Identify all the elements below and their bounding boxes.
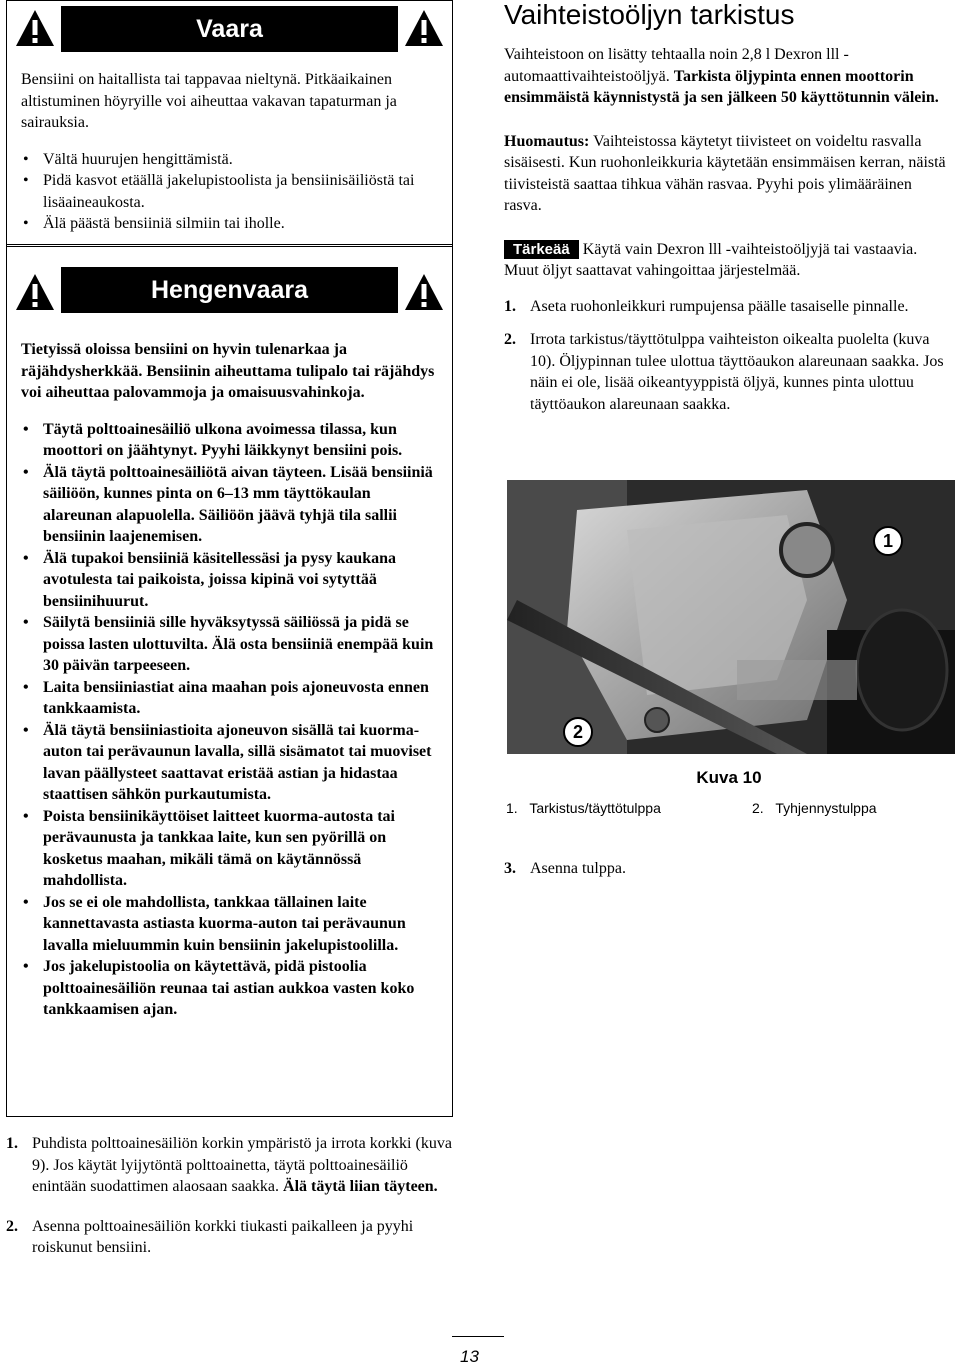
callout-2: 2 <box>563 717 593 747</box>
oil-steps <box>504 296 952 416</box>
warning-sentence: Tietyissä oloissa bensiini on hyvin tulenarkaa ja räjähdysherkkää. <box>21 341 347 380</box>
warning-header <box>7 1 452 57</box>
important-label: Tärkeää <box>504 240 579 259</box>
warning-bullet: • Vältä huurujen hengittämistä. <box>21 149 438 171</box>
step-text: Asenna polttoainesäiliön korkki tiukasti paikalleen ja pyyhi roiskunut bensiini. <box>32 1217 414 1256</box>
warning-bullet: • Älä täytä polttoainesäiliötä aivan täyteen. Lisää bensiiniä säiliöön, kunnes pinta on 6–13 mm täyttökaulan alareunan alapuolella. Säiliöön jäävä tyhjä tila sallii bensiinin laajenemisen. <box>21 462 438 548</box>
warning-sentence: Bensiinin aiheuttama tulipalo tai räjähdys voi aiheuttaa palovammoja ja omaisuusvahinkoja. <box>21 362 435 401</box>
intro-emphasis: Tarkista öljypinta ennen moottorin ensimmäistä käynnistystä ja sen jälkeen 50 käyttötunnin välein. <box>504 67 939 106</box>
right-column <box>504 0 952 427</box>
legend-number: 1. <box>506 800 518 816</box>
note-text: Vaihteistossa käytetyt tiivisteet on voideltu rasvalla sisäisesti. Kun ruohonleikkuria käytetään ensimmäisen kerran, näistä tiivisteistä saattaa tihkua vähän rasvaa. Pyyhi pois ylimääräinen rasva. <box>504 132 946 214</box>
warning-triangle-icon <box>404 9 444 47</box>
step-number: 2. <box>504 331 516 348</box>
warning-body <box>7 57 452 235</box>
page-rule <box>452 1336 504 1337</box>
legend-text: Tyhjennystulppa <box>775 800 877 816</box>
warning-bullet: • Jos jakelupistoolia on käytettävä, pidä pistoolia polttoainesäiliön reunaa tai astian aukkoa vasten koko tankkaamisen ajan. <box>21 956 438 1021</box>
note-paragraph <box>504 131 952 217</box>
step-text: Puhdista polttoainesäiliön korkin ympäristö ja irrota korkki (kuva 9). Jos käytät lyijytöntä polttoainetta, täytä polttoainesäiliö enintään suodattimen alaosaan saakka. <box>32 1135 452 1195</box>
figure-photo <box>507 480 955 754</box>
warning-title: Vaara <box>196 15 263 43</box>
step-number: 1. <box>504 297 516 315</box>
warning-box-hengenvaara <box>6 244 453 1117</box>
warning-bullet: • Älä tupakoi bensiiniä käsitellessäsi ja pysy kaukana avotulesta tai paikoista, joissa kipinä voi sytyttää bensiinihuurut. <box>21 548 438 613</box>
callout-1: 1 <box>873 526 903 556</box>
warning-bullet: • Pidä kasvot etäällä jakelupistoolista ja bensiinisäiliöstä tai lisäaineaukosta. <box>21 170 438 213</box>
warning-box-vaara <box>6 0 453 247</box>
step-text: Asenna tulppa. <box>530 860 626 877</box>
note-label: Huomautus: <box>504 132 590 150</box>
warning-body <box>7 325 452 1021</box>
warning-triangle-icon <box>404 273 444 311</box>
transmission-photo-illustration <box>507 480 955 754</box>
warning-paragraph: Bensiini on haitallista tai tappavaa nieltynä. Pitkäaikainen altistuminen höyryille voi aiheuttaa vakavan tapaturman ja sairauksia. <box>21 71 397 131</box>
step-item <box>6 1133 453 1198</box>
warning-bullet: • Älä täytä bensiiniastioita ajoneuvon sisällä tai kuorma-auton tai perävaunun lavalla, sillä sisämatot tai muoviset lavan päällysteet saattavat eristää astian ja hidastaa staattisen sähkön purkautumista. <box>21 720 438 806</box>
step-emphasis: Älä täytä liian täyteen. <box>283 1178 438 1195</box>
warning-bullet: • Jos se ei ole mahdollista, tankkaa tällainen laite kannettavasta astiasta kuorma-auton tai perävaunun lavalla mieluummin kuin bensiinin jakelupistoolilla. <box>21 892 438 957</box>
figure-caption: Kuva 10 <box>696 768 762 787</box>
step-text: Aseta ruohonleikkuri rumpujensa päälle tasaiselle pinnalle. <box>530 297 909 315</box>
step-number: 1. <box>6 1135 18 1152</box>
page-number: 13 <box>460 1347 479 1366</box>
warning-bullet: • Älä päästä bensiiniä silmiin tai iholle. <box>21 213 438 235</box>
step-number: 2. <box>6 1217 18 1235</box>
warning-bullet: • Täytä polttoainesäiliö ulkona avoimessa tilassa, kun moottori on jäähtynyt. Pyyhi läikkynyt bensiini pois. <box>21 419 438 462</box>
warning-bullet-list <box>21 149 438 235</box>
step-item <box>504 329 952 415</box>
important-text: Käytä vain Dexron lll -vaihteistoöljyjä tai vastaavia. Muut öljyt saattavat vahingoittaa järjestelmää. <box>504 240 918 279</box>
fuel-steps <box>6 1133 453 1277</box>
step-item <box>504 296 952 318</box>
intro-text: Vaihteistoon on lisätty tehtaalla noin 2,8 l Dexron lll -automaattivaihteistoöljyä. <box>504 46 849 85</box>
step-text: Irrota tarkistus/täyttötulppa vaihteiston oikealta puolelta (kuva 10). Öljypinnan tulee ulottua täyttöaukon alareunaan saakka. Jos näin ei ole, lisää oikeantyyppistä öljyä, kunnes pinta ulottuu täyttöaukon alareunaan saakka. <box>530 331 944 413</box>
important-paragraph <box>504 239 952 282</box>
warning-bullet: • Säilytä bensiiniä sille hyväksytyssä säiliössä ja pidä se poissa lasten ulottuvilta. Älä osta bensiiniä enempää kuin 30 päivän tarpeeseen. <box>21 612 438 677</box>
warning-title: Hengenvaara <box>150 276 309 304</box>
legend-item <box>752 800 877 816</box>
legend-number: 2. <box>752 800 764 816</box>
warning-bullet: • Poista bensiinikäyttöiset laitteet kuorma-autosta tai perävaunusta ja tankkaa laite, kun sen pyörillä on kosketus maahan, mikäli tämä on käytännössä mahdollista. <box>21 806 438 892</box>
warning-paragraph <box>21 339 438 404</box>
legend-text: Tarkistus/täyttötulppa <box>529 800 661 816</box>
warning-bullet-list <box>21 419 438 1021</box>
section-title: Vaihteistoöljyn tarkistus <box>504 0 795 30</box>
step-number: 3. <box>504 860 516 877</box>
step-item <box>504 858 960 880</box>
warning-bullet: • Laita bensiiniastiat aina maahan pois ajoneuvosta ennen tankkaamista. <box>21 677 438 720</box>
step-item <box>6 1216 453 1259</box>
legend-item <box>506 800 661 816</box>
warning-header <box>7 245 452 325</box>
intro-paragraph <box>504 44 952 109</box>
